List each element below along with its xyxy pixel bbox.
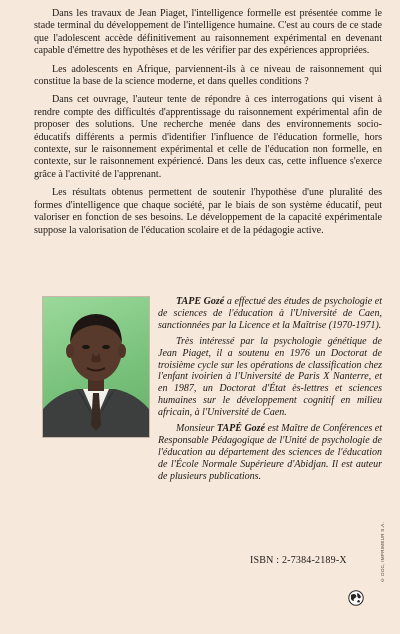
summary-paragraph-1: Dans les travaux de Jean Piaget, l'intelligence formelle est présentée comme le stade terminal du développement de l'intelligence humaine. C'est au cours de ce stade que l'adolescent accède définitivement au raisonnement expérimental en devenant capable d'émettre des hypothèses et de les vérifier par des expériences appropriées. xyxy=(34,8,382,57)
author-name-2: TAPÉ Gozé xyxy=(216,423,265,435)
publisher-globe-icon xyxy=(348,590,364,606)
bio-paragraph-3: Monsieur TAPÉ Gozé est Maître de Conférences et Responsable Pédagogique de l'Unité de psychologie de l'éducation au département des sciences de l'éducation de l'École Normale Supérieure d'Abidjan. Il est auteur de plusieurs publications. xyxy=(158,423,382,482)
summary-paragraph-3: Dans cet ouvrage, l'auteur tente de répondre à ces interrogations qui visent à rendre compte des difficultés d'apprentissage du raisonnement expérimental afin de proposer des solutions. Une recherche menée dans des environnements socio-éducatifs différents a permis d'identifier l'influence de l'éducation formelle, hors contexte, sur le raisonnement expérimental et celle de l'éducation non formelle, en contexte, sur le raisonnement expériencé. Dans les deux cas, cette influence s'exerce grâce à l'activité de l'apprenant. xyxy=(34,94,382,180)
summary-paragraph-4: Les résultats obtenus permettent de soutenir l'hypothèse d'une pluralité des formes d'intelligence que chaque société, par le biais de son système éducatif, peut valoriser en fonction de ses besoins. Le développement de la capacité expérimentale suppose la valorisation de l'éducation scolaire et de la pédagogie active. xyxy=(34,187,382,236)
author-portrait-image xyxy=(43,297,149,437)
author-biography xyxy=(158,296,382,487)
summary-paragraph-2: Les adolescents en Afrique, parviennent-ils à ce niveau de raisonnement qui constitue la base de la science moderne, et dans quelles conditions ? xyxy=(34,63,382,88)
isbn-number: ISBN : 2-7384-2189-X xyxy=(250,555,347,566)
summary-text xyxy=(34,8,382,243)
bio-paragraph-1: TAPE Gozé a effectué des études de psychologie et de sciences de l'éducation à l'Université de Caen, sanctionnées par la Licence et la Maîtrise (1970-1971). xyxy=(158,296,382,331)
author-name: TAPE Gozé xyxy=(176,296,225,307)
printer-credit: © DOC, IMPRIMEUR S.A. xyxy=(380,522,385,583)
bio-paragraph-2: Très intéressé par la psychologie génétique de Jean Piaget, il a soutenu en 1976 un Doctorat de troisième cycle sur les opérations de classification chez l'enfant ivoirien à l'Université de Paris X Nanterre, et en 1987, un Doctorat d'État ès-lettres et sciences humaines sur le développement cognitif en milieu africain, à l'Université de Caen. xyxy=(158,335,382,419)
author-photo xyxy=(42,296,150,438)
